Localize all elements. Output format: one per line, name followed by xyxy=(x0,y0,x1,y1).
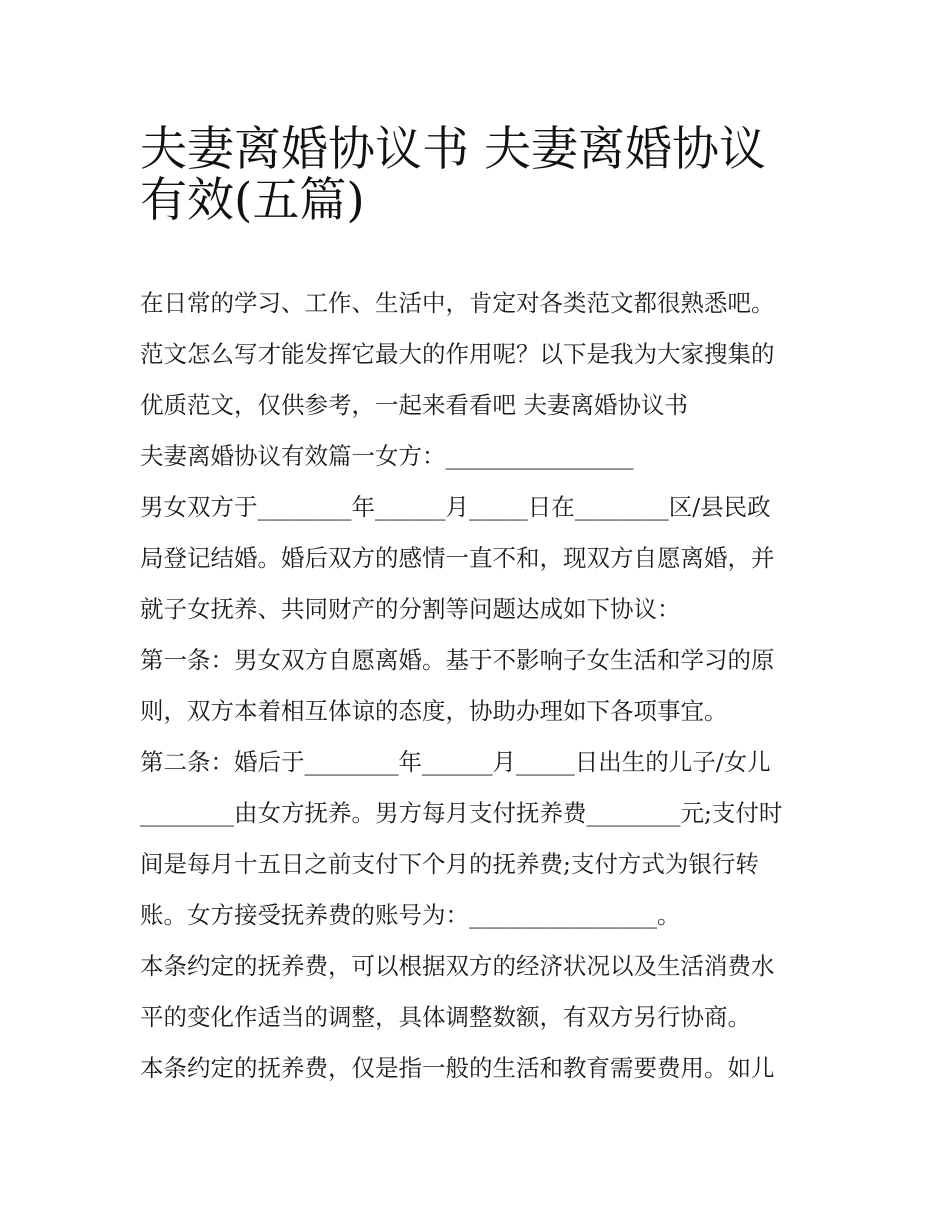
body-line: 男女双方于________年______月_____日在________区/县民政 xyxy=(140,493,771,521)
body-line: 就子女抚养、共同财产的分割等问题达成如下协议： xyxy=(140,595,681,623)
title-line: 有效(五篇) xyxy=(140,173,365,228)
body-line: 则，双方本着相互体谅的态度，协助办理如下各项事宜。 xyxy=(140,697,728,725)
body-line: 在日常的学习、工作、生活中，肯定对各类范文都很熟悉吧。 xyxy=(140,289,775,317)
body-line: 间是每月十五日之前支付下个月的抚养费;支付方式为银行转 xyxy=(140,850,759,878)
body-line: 本条约定的抚养费，可以根据双方的经济状况以及生活消费水 xyxy=(140,952,775,980)
body-line: 第二条：婚后于________年______月_____日出生的儿子/女儿 xyxy=(140,748,771,776)
body-line: 本条约定的抚养费，仅是指一般的生活和教育需要费用。如儿 xyxy=(140,1054,775,1082)
body-line: 平的变化作适当的调整，具体调整数额，有双方另行协商。 xyxy=(140,1003,751,1031)
document-body xyxy=(140,278,820,1094)
body-line: ________由女方抚养。男方每月支付抚养费________元;支付时 xyxy=(140,799,783,827)
body-line: 范文怎么写才能发挥它最大的作用呢？以下是我为大家搜集的 xyxy=(140,340,775,368)
body-line: 第一条：男女双方自愿离婚。基于不影响子女生活和学习的原 xyxy=(140,646,775,674)
body-line: 局登记结婚。婚后双方的感情一直不和，现双方自愿离婚，并 xyxy=(140,544,775,572)
document-title xyxy=(140,112,820,228)
title-line: 夫妻离婚协议书 夫妻离婚协议 xyxy=(140,122,766,177)
body-line: 优质范文，仅供参考，一起来看看吧 夫妻离婚协议书 xyxy=(140,391,688,419)
body-line: 夫妻离婚协议有效篇一女方：________________ xyxy=(140,442,634,470)
body-line: 账。女方接受抚养费的账号为：________________。 xyxy=(140,901,681,929)
